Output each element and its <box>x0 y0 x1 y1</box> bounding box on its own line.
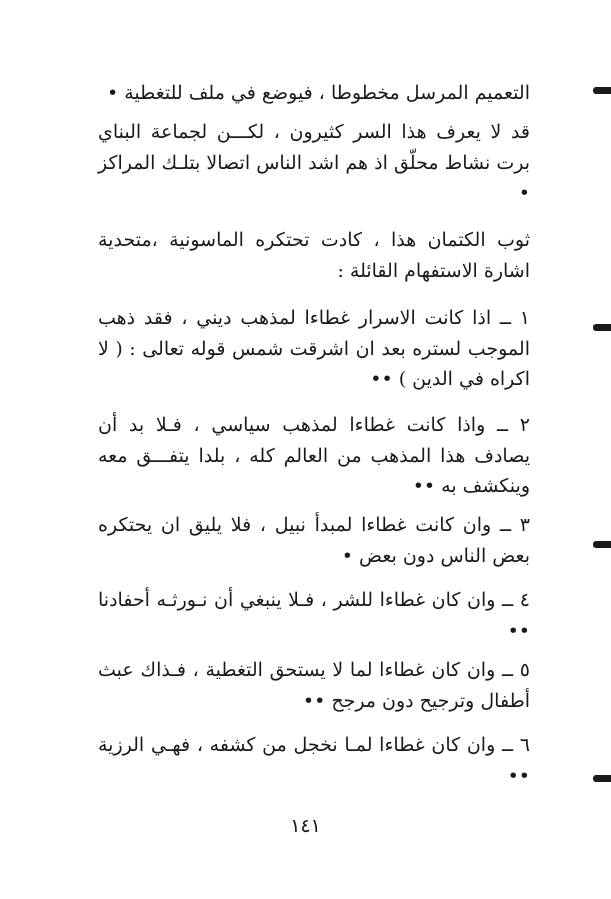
numbered-item: ٦ ــ وان كان غطاءا لمـا نخجل من كشفه ، فهـي الرزية •• <box>98 734 530 787</box>
numbered-item: ٢ ــ واذا كانت غطاءا لمذهب سياسي ، فـلا بد أن يصادف هذا المذهب من العالم كله ، بلدا يتفـــق معه وينكشف به •• <box>98 414 530 497</box>
numbered-item: ٤ ــ وان كان غطاءا للشر ، فـلا ينبغي أن نـورثـه أحفادنا •• <box>98 589 530 642</box>
paragraph: ثوب الكتمان هذا ، كادت تحتكره الماسونية ،متحدية اشارة الاستفهام القائلة : <box>98 229 530 282</box>
paragraph: التعميم المرسل مخطوطا ، فيوضع في ملف للتغطية • <box>106 82 530 104</box>
numbered-item: ٥ ــ وان كان غطاءا لما لا يستحق التغطية ، فـذاك عبث أطفال وترجيح دون مرجح •• <box>98 659 530 712</box>
paragraph: قد لا يعرف هذا السر كثيرون ، لكـــن لجماعة البناي برت نشاط محلّق اذ هم اشد الناس اتصالا بتلـك المراكز • <box>98 121 530 204</box>
numbered-item: ٣ ــ وان كانت غطاءا لمبدأ نبيل ، فلا يليق ان يحتكره بعض الناس دون بعض • <box>98 514 530 567</box>
numbered-item: ١ ــ اذا كانت الاسرار غطاءا لمذهب ديني ، فقد ذهب الموجب لستره بعد ان اشرقت شمس قوله تعالى : ( لا اكراه في الدين ) •• <box>98 307 530 390</box>
page-edge-mark <box>593 324 611 331</box>
page-edge-mark <box>593 775 611 782</box>
page-edge-mark <box>593 541 611 548</box>
page-edge-mark <box>593 87 611 94</box>
page-number: ١٤١ <box>290 815 321 837</box>
